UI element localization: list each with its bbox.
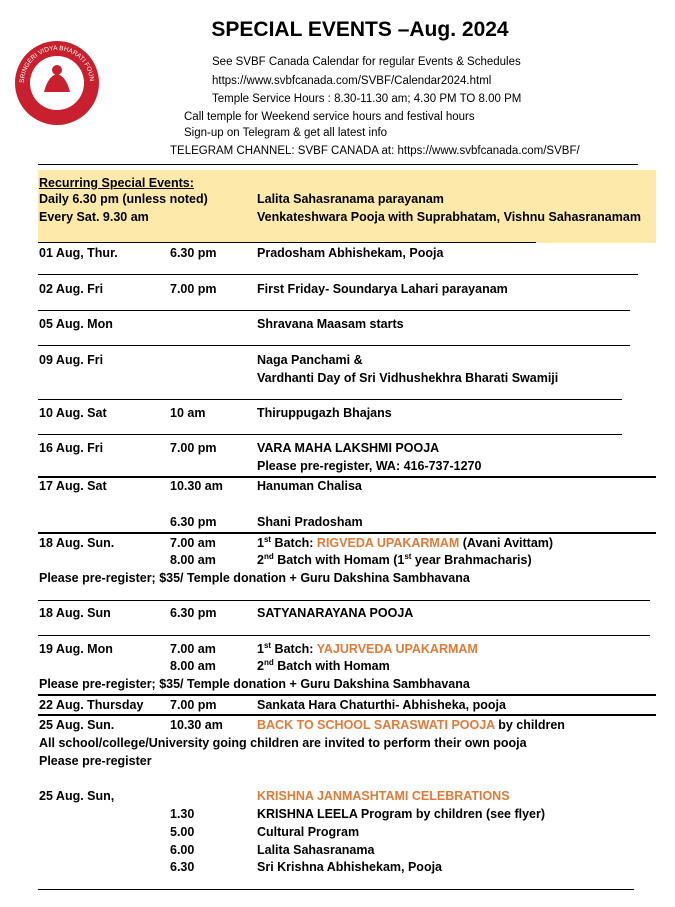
event-time: 6.30 pm (170, 246, 217, 260)
event-desc: Lalita Sahasranama (257, 843, 375, 857)
event-note: Please pre-register (39, 754, 152, 768)
event-desc: Sankata Hara Chaturthi- Abhisheka, pooja (257, 698, 506, 712)
divider (38, 694, 656, 696)
calendar-link[interactable]: https://www.svbfcanada.com/SVBF/Calendar2024.html (212, 75, 492, 87)
event-time: 6.30 (170, 860, 195, 874)
event-desc: Hanuman Chalisa (257, 479, 362, 493)
divider (38, 399, 622, 400)
event-time: 10.30 am (170, 718, 223, 732)
event-desc: Cultural Program (257, 825, 360, 839)
event-date: 17 Aug. Sat (39, 479, 107, 493)
divider (38, 635, 650, 636)
event-desc: 2nd Batch with Homam (1st year Brahmacharis) (257, 551, 532, 567)
recurring-what: Venkateshwara Pooja with Suprabhatam, Vishnu Sahasranamam (257, 210, 641, 224)
event-date: 25 Aug. Sun. (39, 718, 115, 732)
event-time: 7.00 pm (170, 441, 217, 455)
event-date: 01 Aug, Thur. (39, 246, 118, 260)
event-date: 02 Aug. Fri (39, 282, 104, 296)
event-desc: First Friday- Soundarya Lahari parayanam (257, 282, 508, 296)
event-note: Please pre-register; $35/ Temple donation + Guru Dakshina Sambhavana (39, 677, 470, 691)
divider (38, 434, 622, 435)
event-time: 8.00 am (170, 553, 216, 567)
event-desc: 1st Batch: RIGVEDA UPAKARMAM (Avani Avittam) (257, 534, 554, 550)
event-time: 6.30 pm (170, 515, 217, 529)
telegram-link[interactable]: TELEGRAM CHANNEL: SVBF CANADA at: https://www.svbfcanada.com/SVBF/ (170, 145, 580, 157)
header-line: Sign-up on Telegram & get all latest info (184, 127, 388, 139)
event-desc: Pradosham Abhishekam, Pooja (257, 246, 444, 260)
event-time: 6.00 (170, 843, 195, 857)
header-line: Temple Service Hours : 8.30-11.30 am; 4.30 PM TO 8.00 PM (212, 93, 522, 105)
divider (38, 310, 630, 311)
event-desc: Naga Panchami & (257, 353, 363, 367)
recurring-when: Daily 6.30 pm (unless noted) (39, 192, 208, 206)
event-date: 18 Aug. Sun (39, 606, 111, 620)
event-time: 1.30 (170, 807, 195, 821)
recurring-heading: Recurring Special Events: (39, 176, 194, 190)
divider (38, 714, 656, 716)
event-desc: Vardhanti Day of Sri Vidhushekhra Bharati Swamiji (257, 371, 559, 385)
divider (38, 345, 630, 346)
recurring-when: Every Sat. 9.30 am (39, 210, 149, 224)
divider (38, 532, 656, 534)
event-time: 6.30 pm (170, 606, 217, 620)
event-date: 19 Aug. Mon (39, 642, 113, 656)
divider (38, 274, 638, 275)
event-desc: Shravana Maasam starts (257, 317, 404, 331)
divider (38, 476, 656, 478)
event-note: All school/college/University going children are invited to perform their own pooja (39, 736, 527, 750)
header-line: See SVBF Canada Calendar for regular Events & Schedules (212, 56, 521, 68)
logo-text: SRINGERI VIDYA BHARATI FOUN (18, 44, 96, 84)
event-date: 05 Aug. Mon (39, 317, 113, 331)
event-time: 7.00 pm (170, 282, 217, 296)
event-desc: SATYANARAYANA POOJA (257, 606, 414, 620)
event-time: 7.00 pm (170, 698, 217, 712)
page-title: SPECIAL EVENTS –Aug. 2024 (211, 18, 509, 41)
event-time: 8.00 am (170, 659, 216, 673)
event-note: Please pre-register; $35/ Temple donation + Guru Dakshina Sambhavana (39, 571, 470, 585)
event-time: 10.30 am (170, 479, 223, 493)
foundation-logo (14, 40, 100, 126)
divider (38, 889, 634, 890)
event-desc: 2nd Batch with Homam (257, 657, 390, 673)
event-desc: VARA MAHA LAKSHMI POOJA (257, 441, 440, 455)
event-date: 10 Aug. Sat (39, 406, 107, 420)
event-desc: Shani Pradosham (257, 515, 363, 529)
event-date: 18 Aug. Sun. (39, 536, 115, 550)
event-time: 5.00 (170, 825, 195, 839)
event-time: 10 am (170, 406, 206, 420)
header-line: Call temple for Weekend service hours and festival hours (184, 111, 475, 123)
event-date: 09 Aug. Fri (39, 353, 104, 367)
divider (38, 600, 650, 601)
event-desc: Sri Krishna Abhishekam, Pooja (257, 860, 443, 874)
event-desc: KRISHNA LEELA Program by children (see flyer) (257, 807, 546, 821)
divider (38, 242, 536, 243)
event-time: 7.00 am (170, 642, 216, 656)
event-time: 7.00 am (170, 536, 216, 550)
recurring-what: Lalita Sahasranama parayanam (257, 192, 444, 206)
event-desc: 1st Batch: YAJURVEDA UPAKARMAM (257, 640, 478, 656)
event-desc: Thiruppugazh Bhajans (257, 406, 392, 420)
event-heading: KRISHNA JANMASHTAMI CELEBRATIONS (257, 789, 510, 803)
event-desc: Please pre-register, WA: 416-737-1270 (257, 459, 482, 473)
event-date: 16 Aug. Fri (39, 441, 104, 455)
event-date: 25 Aug. Sun, (39, 789, 115, 803)
divider (38, 164, 638, 165)
event-date: 22 Aug. Thursday (39, 698, 144, 712)
event-desc: BACK TO SCHOOL SARASWATI POOJA by children (257, 718, 565, 732)
